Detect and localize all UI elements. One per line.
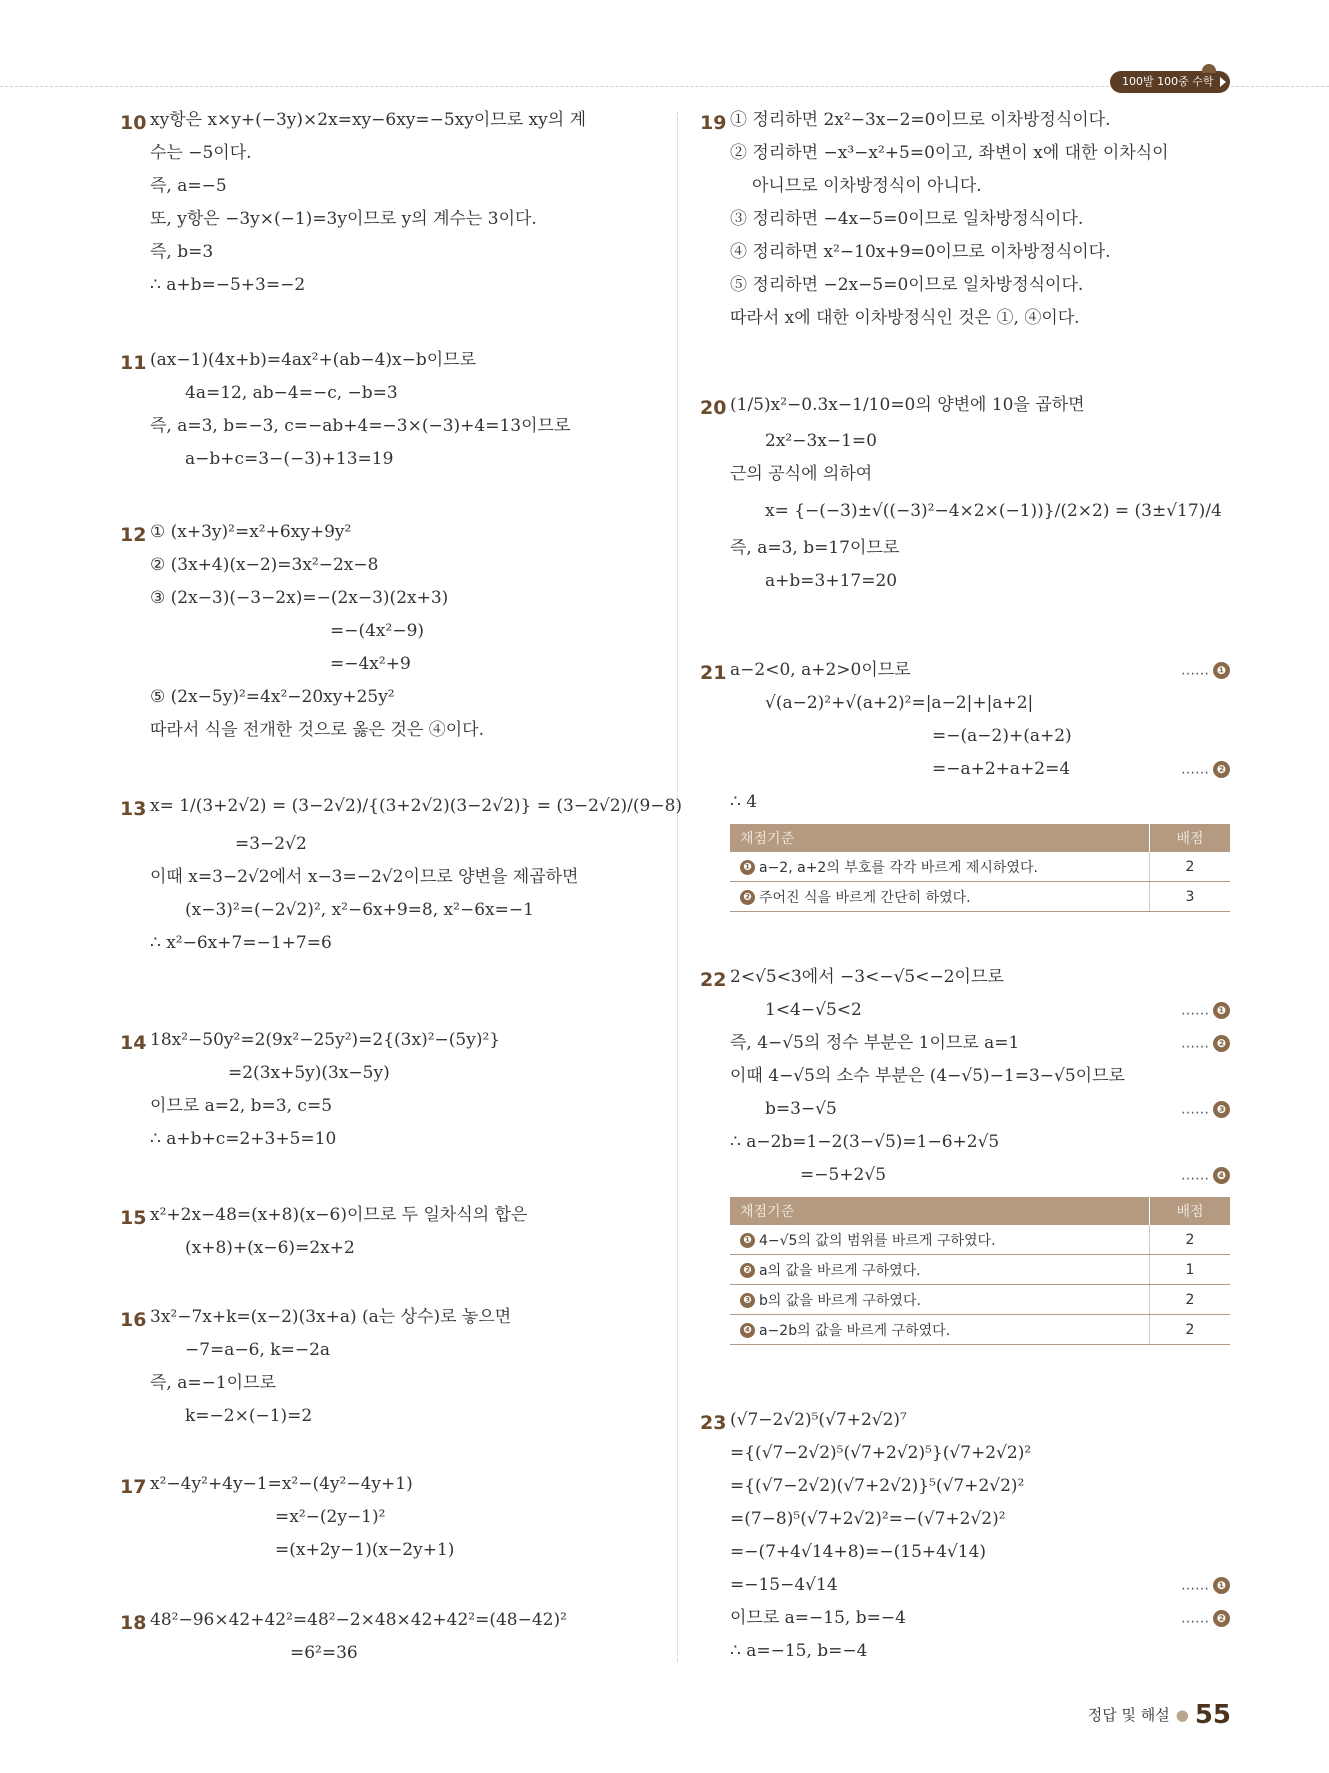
solution-line: 따라서 식을 전개한 것으로 옳은 것은 ④이다. <box>150 720 485 740</box>
solution-line: =3−2√2 <box>235 834 307 854</box>
solution-line: 이므로 a=2, b=3, c=5 <box>150 1096 333 1116</box>
solution-line: a+b=3+17=20 <box>765 571 898 591</box>
rubric-score-header: 배점 <box>1150 824 1231 852</box>
solution-line: ={(√7−2√2)(√7+2√2)}⁵(√7+2√2)² <box>730 1476 1025 1496</box>
solution-line: 2x²−3x−1=0 <box>765 431 877 451</box>
step-4-icon: ❹ <box>1213 1167 1230 1184</box>
solution-line: (ax−1)(4x+b)=4ax²+(ab−4)x−b이므로 <box>150 350 477 370</box>
solution-line: ① (x+3y)²=x²+6xy+9y² <box>150 522 352 542</box>
rubric-text: 4−√5의 값의 범위를 바르게 구하였다. <box>759 1232 996 1249</box>
solution-line: 이때 4−√5의 소수 부분은 (4−√5)−1=3−√5이므로 <box>730 1066 1125 1086</box>
rubric-score: 2 <box>1150 852 1231 882</box>
solution-line: =2(3x+5y)(3x−5y) <box>228 1063 390 1083</box>
leader-dots: …… <box>1181 1002 1209 1019</box>
problem-number: 18 <box>120 1612 147 1634</box>
step-4-icon: ❹ <box>740 1323 755 1338</box>
problem-number: 22 <box>700 969 727 991</box>
step-marker <box>1181 662 1230 679</box>
problem-number: 21 <box>700 662 727 684</box>
rubric-score: 3 <box>1150 882 1231 912</box>
step-2-icon: ❷ <box>740 890 755 905</box>
solution-line: 즉, a=−5 <box>150 176 227 196</box>
step-marker <box>1181 1610 1230 1627</box>
book-tag <box>1110 71 1230 93</box>
leader-dots: …… <box>1181 1101 1209 1118</box>
rubric-row <box>730 1255 1230 1285</box>
rubric-row <box>730 1315 1230 1345</box>
rubric-text: a−2, a+2의 부호를 각각 바르게 제시하였다. <box>759 859 1038 876</box>
solution-line: 즉, a=3, b=17이므로 <box>730 538 900 558</box>
solution-line: 따라서 x에 대한 이차방정식인 것은 ①, ④이다. <box>730 308 1080 328</box>
rubric-score: 1 <box>1150 1255 1231 1285</box>
tag-arrow-icon <box>1220 77 1226 87</box>
rubric-score: 2 <box>1150 1225 1231 1255</box>
solution-line: =−(a−2)+(a+2) <box>932 726 1072 746</box>
problem-number: 15 <box>120 1207 147 1229</box>
solution-line: ② 정리하면 −x³−x²+5=0이고, 좌변이 x에 대한 이차식이 <box>730 143 1169 163</box>
leader-dots: …… <box>1181 1610 1209 1627</box>
solution-line: =−(4x²−9) <box>330 621 425 641</box>
problem-number: 11 <box>120 352 147 374</box>
solution-line: 아니므로 이차방정식이 아니다. <box>752 176 982 196</box>
problem-number: 13 <box>120 798 147 820</box>
problem-number: 12 <box>120 524 147 546</box>
solution-line: x= 1/(3+2√2) = (3−2√2)/{(3+2√2)(3−2√2)} = (3−2√2)/(9−8) <box>150 796 683 816</box>
solution-line: 즉, 4−√5의 정수 부분은 1이므로 a=1 <box>730 1033 1020 1053</box>
solution-line: ④ 정리하면 x²−10x+9=0이므로 이차방정식이다. <box>730 242 1111 262</box>
step-1-icon: ❶ <box>1213 662 1230 679</box>
solution-line: ∴ 4 <box>730 792 758 812</box>
solution-line: 1<4−√5<2 <box>765 1000 862 1020</box>
solution-line: 즉, a=3, b=−3, c=−ab+4=−3×(−3)+4=13이므로 <box>150 416 571 436</box>
solution-line: ⑤ (2x−5y)²=4x²−20xy+25y² <box>150 687 395 707</box>
step-2-icon: ❷ <box>1213 1610 1230 1627</box>
solution-line: ={(√7−2√2)⁵(√7+2√2)⁵}(√7+2√2)² <box>730 1443 1032 1463</box>
solution-line: −7=a−6, k=−2a <box>185 1340 331 1360</box>
solution-line: =(7−8)⁵(√7+2√2)²=−(√7+2√2)² <box>730 1509 1006 1529</box>
rubric-criteria-header: 채점기준 <box>730 1197 1150 1225</box>
solution-line: 4a=12, ab−4=−c, −b=3 <box>185 383 398 403</box>
rubric-text: a−2b의 값을 바르게 구하였다. <box>759 1322 951 1339</box>
footer-section-title: 정답 및 해설 <box>1087 1706 1170 1724</box>
solution-line: x²−4y²+4y−1=x²−(4y²−4y+1) <box>150 1474 413 1494</box>
solution-line: b=3−√5 <box>765 1099 837 1119</box>
step-1-icon: ❶ <box>1213 1577 1230 1594</box>
leader-dots: …… <box>1181 662 1209 679</box>
solution-line: k=−2×(−1)=2 <box>185 1406 313 1426</box>
solution-line: =6²=36 <box>290 1643 358 1663</box>
book-tag-label: 100발 100중 수학 <box>1122 75 1214 88</box>
step-1-icon: ❶ <box>740 1233 755 1248</box>
solution-line: ∴ a=−15, b=−4 <box>730 1641 868 1661</box>
step-3-icon: ❸ <box>740 1293 755 1308</box>
solution-line: (√7−2√2)⁵(√7+2√2)⁷ <box>730 1410 907 1430</box>
solution-line: ③ (2x−3)(−3−2x)=−(2x−3)(2x+3) <box>150 588 449 608</box>
problem-number: 16 <box>120 1309 147 1331</box>
leader-dots: …… <box>1181 761 1209 778</box>
step-2-icon: ❷ <box>1213 761 1230 778</box>
solution-line: 2<√5<3에서 −3<−√5<−2이므로 <box>730 967 1004 987</box>
rubric-row <box>730 852 1230 882</box>
step-marker <box>1181 1577 1230 1594</box>
step-marker <box>1181 1101 1230 1118</box>
step-marker <box>1181 1035 1230 1052</box>
solution-line: 3x²−7x+k=(x−2)(3x+a) (a는 상수)로 놓으면 <box>150 1307 512 1327</box>
footer-separator: ● <box>1175 1706 1189 1724</box>
solution-line: =x²−(2y−1)² <box>275 1507 386 1527</box>
problem-number: 23 <box>700 1412 727 1434</box>
solution-line: ② (3x+4)(x−2)=3x²−2x−8 <box>150 555 379 575</box>
solution-line: ∴ x²−6x+7=−1+7=6 <box>150 933 332 953</box>
step-marker <box>1181 1167 1230 1184</box>
problem-number: 19 <box>700 112 727 134</box>
solution-line: xy항은 x×y+(−3y)×2x=xy−6xy=−5xy이므로 xy의 계 <box>150 110 586 130</box>
step-1-icon: ❶ <box>740 860 755 875</box>
step-3-icon: ❸ <box>1213 1101 1230 1118</box>
rubric-score: 2 <box>1150 1285 1231 1315</box>
solution-line: 즉, a=−1이므로 <box>150 1373 276 1393</box>
solution-line: a−2<0, a+2>0이므로 <box>730 660 911 680</box>
solution-line: 즉, b=3 <box>150 242 214 262</box>
leader-dots: …… <box>1181 1035 1209 1052</box>
rubric-criteria-header: 채점기준 <box>730 824 1150 852</box>
rubric-text: a의 값을 바르게 구하였다. <box>759 1262 921 1279</box>
rubric-table <box>730 1197 1230 1345</box>
solution-line: x²+2x−48=(x+8)(x−6)이므로 두 일차식의 합은 <box>150 1205 528 1225</box>
solution-line: 또, y항은 −3y×(−1)=3y이므로 y의 계수는 3이다. <box>150 209 537 229</box>
solution-line: =−15−4√14 <box>730 1575 838 1595</box>
solution-line: ⑤ 정리하면 −2x−5=0이므로 일차방정식이다. <box>730 275 1084 295</box>
rubric-row <box>730 882 1230 912</box>
problem-number: 14 <box>120 1032 147 1054</box>
step-marker <box>1181 1002 1230 1019</box>
solution-line: ∴ a+b+c=2+3+5=10 <box>150 1129 337 1149</box>
solution-line: √(a−2)²+√(a+2)²=|a−2|+|a+2| <box>765 693 1034 713</box>
solution-line: 18x²−50y²=2(9x²−25y²)=2{(3x)²−(5y)²} <box>150 1030 501 1050</box>
solution-line: ∴ a−2b=1−2(3−√5)=1−6+2√5 <box>730 1132 1000 1152</box>
solution-line: =−a+2+a+2=4 <box>932 759 1071 779</box>
solution-line: 수는 −5이다. <box>150 143 252 163</box>
rubric-row <box>730 1285 1230 1315</box>
solution-line: =−5+2√5 <box>800 1165 887 1185</box>
step-2-icon: ❷ <box>1213 1035 1230 1052</box>
solution-line: (1/5)x²−0.3x−1/10=0의 양변에 10을 곱하면 <box>730 395 1085 415</box>
solution-line: =−4x²+9 <box>330 654 411 674</box>
step-marker <box>1181 761 1230 778</box>
column-divider <box>677 112 678 1662</box>
solution-line: (x−3)²=(−2√2)², x²−6x+9=8, x²−6x=−1 <box>185 900 534 920</box>
solution-line: a−b+c=3−(−3)+13=19 <box>185 449 394 469</box>
problem-number: 10 <box>120 112 147 134</box>
solution-line: 48²−96×42+42²=48²−2×48×42+42²=(48−42)² <box>150 1610 567 1630</box>
problem-number: 17 <box>120 1476 147 1498</box>
rubric-text: 주어진 식을 바르게 간단히 하였다. <box>759 889 971 906</box>
rubric-table <box>730 824 1230 912</box>
leader-dots: …… <box>1181 1167 1209 1184</box>
page-footer <box>1088 1700 1231 1730</box>
rubric-score: 2 <box>1150 1315 1231 1345</box>
step-2-icon: ❷ <box>740 1263 755 1278</box>
rubric-text: b의 값을 바르게 구하였다. <box>759 1292 921 1309</box>
solution-line: ③ 정리하면 −4x−5=0이므로 일차방정식이다. <box>730 209 1084 229</box>
solution-line: 이때 x=3−2√2에서 x−3=−2√2이므로 양변을 제곱하면 <box>150 867 579 887</box>
tag-dot-icon <box>1202 64 1216 73</box>
page-number: 55 <box>1194 1700 1231 1730</box>
solution-line: ① 정리하면 2x²−3x−2=0이므로 이차방정식이다. <box>730 110 1111 130</box>
solution-line: (x+8)+(x−6)=2x+2 <box>185 1238 355 1258</box>
leader-dots: …… <box>1181 1577 1209 1594</box>
solution-line: 근의 공식에 의하여 <box>730 464 873 484</box>
solution-line: 이므로 a=−15, b=−4 <box>730 1608 906 1628</box>
step-1-icon: ❶ <box>1213 1002 1230 1019</box>
solution-line: =−(7+4√14+8)=−(15+4√14) <box>730 1542 987 1562</box>
rubric-row <box>730 1225 1230 1255</box>
solution-line: ∴ a+b=−5+3=−2 <box>150 275 306 295</box>
problem-number: 20 <box>700 397 727 419</box>
solution-line: x= {−(−3)±√((−3)²−4×2×(−1))}/(2×2) = (3±√17)/4 <box>765 501 1222 521</box>
solution-line: =(x+2y−1)(x−2y+1) <box>275 1540 455 1560</box>
rubric-score-header: 배점 <box>1150 1197 1231 1225</box>
